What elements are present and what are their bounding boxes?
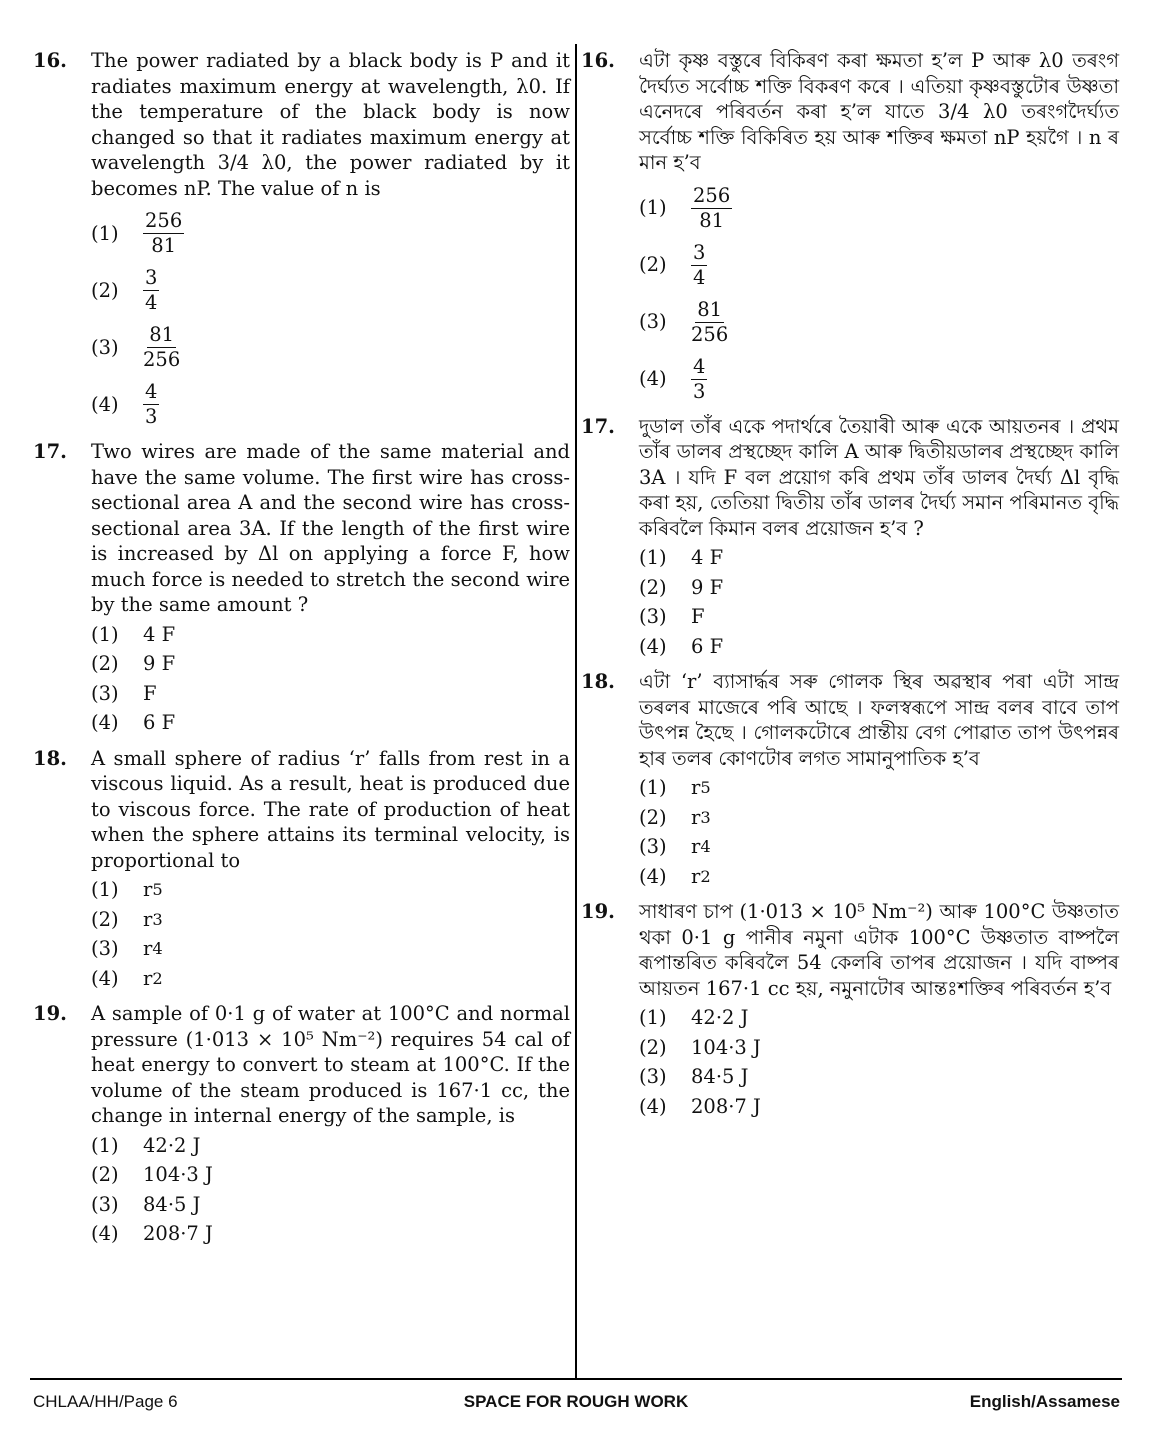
option-4: (4) r 2 <box>91 966 163 990</box>
option-2: (2) $\frac{3}{4}$ <box>639 240 706 289</box>
option-1: (1) $\frac{256}{81}$ <box>639 183 731 232</box>
option-3: (3) r 4 <box>91 937 163 960</box>
option-3: (3) F <box>91 681 157 705</box>
option-4: (4) $\frac{4}{3}$ <box>91 380 158 428</box>
option-4: (4) $\frac{4}{3}$ <box>639 354 706 403</box>
question-18-as <box>581 669 1119 889</box>
question-18-en <box>33 746 570 992</box>
option-3: (3) r 4 <box>639 835 711 858</box>
question-number: 17. <box>33 440 67 463</box>
option-4: (4) 208·7 J <box>91 1222 213 1245</box>
question-number: 19. <box>581 900 615 923</box>
question-16-as <box>581 48 1119 404</box>
question-text: সাধাৰণ চাপ (1·013 × 10⁵ Nm⁻²) আৰু 100°C উষ্ণতাত থকা 0·1 g পানীৰ নমুনা এটাক 100°C উষ্ণতাত বাষ্পলৈ ৰূপান্তৰিত কৰিবলৈ 54 কেলৰি তাপৰ প্ৰয়োজন । যদি বাষ্পৰ আয়তন 167·1 cc হয়, নমুনাটোৰ আন্তঃশক্তিৰ পৰিবৰ্তন হ’ব <box>639 900 1119 1000</box>
option-1: (1) 4 F <box>91 622 176 646</box>
option-1: (1) r 5 <box>91 878 163 901</box>
option-4: (4) r 2 <box>639 864 711 888</box>
fraction: $\frac{81}{256}$ <box>691 297 729 346</box>
option-2: (2) $\frac{3}{4}$ <box>91 266 158 314</box>
language-label: English/Assamese <box>969 1392 1120 1411</box>
option-1: (1) r 5 <box>639 776 711 799</box>
fraction: $\frac{3}{4}$ <box>693 240 706 289</box>
question-text: এটা ‘r’ ব্যাসাৰ্দ্ধৰ সৰু গোলক স্থিৰ অৱস্থাৰ পৰা এটা সান্দ্ৰ তৰলৰ মাজেৰে পৰি আছে । ফলস্বৰূপে সান্দ্ৰ বলৰ বাবে তাপ উৎপন্ন হৈছে । গোলকটোৰে প্ৰান্তীয় বেগ পোৱাত তাপ উৎপন্নৰ হাৰ তলৰ কোণটোৰ লগত সামানুপাতিক হ’ব <box>639 670 1119 770</box>
question-number: 18. <box>33 746 67 770</box>
fraction: $\frac{4}{3}$ <box>145 380 158 428</box>
question-number: 17. <box>581 414 615 438</box>
option-2: (2) r 3 <box>639 805 711 829</box>
fraction: $\frac{256}{81}$ <box>145 209 183 257</box>
question-19-as <box>581 899 1119 1119</box>
option-2: (2) 9 F <box>639 575 724 599</box>
option-2: (2) 104·3 J <box>639 1035 761 1059</box>
fraction: $\frac{256}{81}$ <box>693 183 731 232</box>
option-4: (4) 208·7 J <box>639 1094 761 1118</box>
question-text: The power radiated by a black body is P and it radiates maximum energy at wavelength, λ0. If the temperature of the black body is now changed so that it radiates maximum energy at wavelength 3/4 λ0, the power radiated by it becomes nP. The value of n is <box>91 49 570 200</box>
question-number: 19. <box>33 1002 67 1025</box>
rough-work-label: SPACE FOR ROUGH WORK <box>463 1392 689 1411</box>
option-2: (2) 9 F <box>91 652 176 675</box>
question-text: Two wires are made of the same material and have the same volume. The first wire has cross-sectional area A and the second wire has cross-sectional area 3A. If the length of the first wire is increased by Δl on applying a force F, how much force is needed to stretch the second wire by the same amount ? <box>91 440 570 616</box>
question-number: 16. <box>33 49 67 72</box>
assamese-column <box>581 48 1119 1129</box>
option-2: (2) r 3 <box>91 907 163 931</box>
fraction: $\frac{3}{4}$ <box>145 266 158 314</box>
question-number: 18. <box>581 670 615 693</box>
option-2: (2) 104·3 J <box>91 1163 213 1186</box>
option-3: (3) $\frac{81}{256}$ <box>639 297 729 346</box>
fraction: $\frac{4}{3}$ <box>693 354 706 403</box>
question-19-en <box>33 1001 570 1247</box>
page-code: CHLAA/HH/Page 6 <box>33 1392 178 1411</box>
option-4: (4) 6 F <box>639 634 724 658</box>
option-1: (1) 4 F <box>639 546 724 569</box>
option-3: (3) 84·5 J <box>91 1192 201 1216</box>
question-17-as <box>581 414 1119 660</box>
option-1: (1) $\frac{256}{81}$ <box>91 209 183 257</box>
option-3: (3) 84·5 J <box>639 1065 749 1088</box>
question-text: A small sphere of radius ‘r’ falls from rest in a viscous liquid. As a result, heat is produced due to viscous force. The rate of production of heat when the sphere attains its terminal velocity, is proportional to <box>91 746 570 872</box>
option-1: (1) 42·2 J <box>639 1006 749 1029</box>
option-3: (3) F <box>639 605 705 628</box>
question-text: A sample of 0·1 g of water at 100°C and normal pressure (1·013 × 10⁵ Nm⁻²) requires 54 cal of heat energy to convert to steam at 100°C. If the volume of the steam produced is 167·1 cc, the change in internal energy of the sample, is <box>91 1002 570 1127</box>
question-16-en <box>33 48 570 429</box>
footer-rule <box>30 1378 1122 1380</box>
option-1: (1) 42·2 J <box>91 1133 201 1157</box>
question-text: দুডাল তাঁৰ একে পদাৰ্থৰে তৈয়াৰী আৰু একে আয়তনৰ । প্ৰথম তাঁৰ ডালৰ প্ৰস্থচ্ছেদ কালি A আৰু দ্বিতীয়ডালৰ প্ৰস্থচ্ছেদ কালি 3A । যদি F বল প্ৰয়োগ কৰি প্ৰথম তাঁৰ ডালৰ দৈৰ্ঘ্য Δl বৃদ্ধি কৰা হয়, তেতিয়া দ্বিতীয় তাঁৰ ডালৰ দৈৰ্ঘ্য সমান পৰিমানত বৃদ্ধি কৰিবলৈ কিমান বলৰ প্ৰয়োজন হ’ব ? <box>639 414 1119 540</box>
option-4: (4) 6 F <box>91 711 176 734</box>
english-column <box>33 48 570 1257</box>
question-text: এটা কৃষ্ণ বস্তুৰে বিকিৰণ কৰা ক্ষমতা হ’ল P আৰু λ0 তৰংগ দৈৰ্ঘ্যত সৰ্বোচ্চ শক্তি বিকৰণ কৰে । এতিয়া কৃষ্ণবস্তুটোৰ উষ্ণতা এনেদৰে পৰিবৰ্তন কৰা হ’ল যাতে 3/4 λ0 তৰংগদৈৰ্ঘ্যত সৰ্বোচ্চ শক্তি বিকিৰিত হয় আৰু শক্তিৰ ক্ষমতা nP হয়গৈ । n ৰ মান হ’ব <box>639 49 1119 174</box>
fraction: $\frac{81}{256}$ <box>143 323 181 371</box>
column-divider <box>575 44 577 1378</box>
question-number: 16. <box>581 49 615 72</box>
option-3: (3) $\frac{81}{256}$ <box>91 323 181 371</box>
question-17-en <box>33 439 570 736</box>
